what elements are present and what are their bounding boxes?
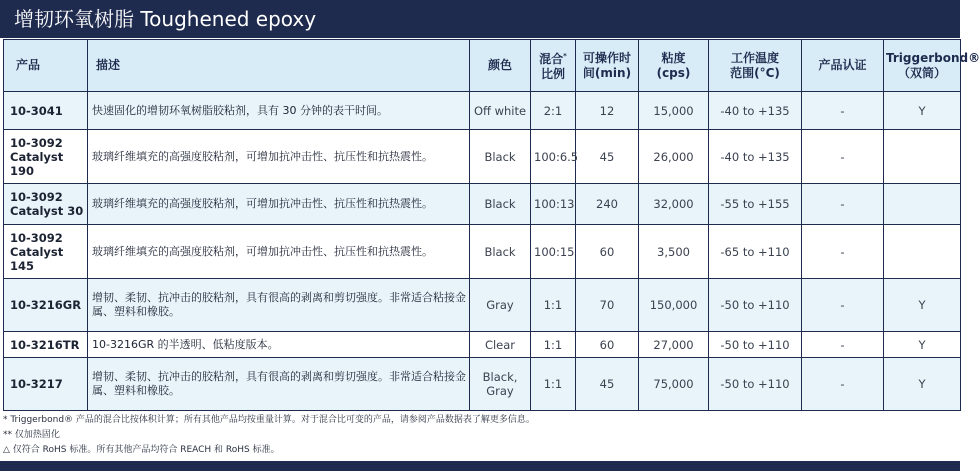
product-temp-range: -55 to +155 bbox=[709, 184, 802, 225]
product-certification: - bbox=[802, 130, 884, 184]
product-color: Black bbox=[470, 184, 531, 225]
product-description: 快速固化的增韧环氧树脂胶粘剂，具有 30 分钟的表干时间。 bbox=[88, 92, 470, 130]
product-mix-ratio: 100:6.5 bbox=[531, 130, 576, 184]
header-mix-ratio: 混合* 比例 bbox=[531, 40, 576, 92]
product-description: 玻璃纤维填充的高强度胶粘剂，可增加抗冲击性、抗压性和抗热震性。 bbox=[88, 130, 470, 184]
product-description: 增韧、柔韧、抗冲击的胶粘剂，具有很高的剥离和剪切强度。非常适合粘接金属、塑料和橡胶。 bbox=[88, 358, 470, 411]
header-certification: 产品认证 bbox=[802, 40, 884, 92]
product-triggerbond: Y bbox=[884, 358, 961, 411]
bottom-bar bbox=[0, 461, 960, 471]
header-row bbox=[4, 40, 961, 92]
product-certification: - bbox=[802, 92, 884, 130]
product-mix-ratio: 1:1 bbox=[531, 332, 576, 358]
product-certification: - bbox=[802, 225, 884, 279]
product-viscosity: 3,500 bbox=[639, 225, 709, 279]
product-temp-range: -65 to +110 bbox=[709, 225, 802, 279]
product-description: 增韧、柔韧、抗冲击的胶粘剂，具有很高的剥离和剪切强度。非常适合粘接金属、塑料和橡胶。 bbox=[88, 279, 470, 332]
header-viscosity: 粘度 (cps) bbox=[639, 40, 709, 92]
product-work-time: 60 bbox=[576, 332, 639, 358]
product-mix-ratio: 2:1 bbox=[531, 92, 576, 130]
product-work-time: 45 bbox=[576, 358, 639, 411]
product-triggerbond bbox=[884, 184, 961, 225]
table-row bbox=[4, 279, 961, 332]
product-mix-ratio: 1:1 bbox=[531, 358, 576, 411]
product-triggerbond: Y bbox=[884, 332, 961, 358]
header-description: 描述 bbox=[88, 40, 470, 92]
product-code: 10-3092 Catalyst 30 bbox=[4, 184, 88, 225]
product-triggerbond: Y bbox=[884, 92, 961, 130]
product-certification: - bbox=[802, 184, 884, 225]
footnote: ** 仅加热固化 bbox=[3, 430, 60, 440]
product-viscosity: 27,000 bbox=[639, 332, 709, 358]
table-row bbox=[4, 332, 961, 358]
product-temp-range: -50 to +110 bbox=[709, 279, 802, 332]
footnote: △ 仅符合 RoHS 标准。所有其他产品均符合 REACH 和 RoHS 标准。 bbox=[3, 445, 280, 455]
product-code: 10-3217 bbox=[4, 358, 88, 411]
product-work-time: 12 bbox=[576, 92, 639, 130]
product-description: 玻璃纤维填充的高强度胶粘剂，可增加抗冲击性、抗压性和抗热震性。 bbox=[88, 184, 470, 225]
product-viscosity: 150,000 bbox=[639, 279, 709, 332]
product-temp-range: -40 to +135 bbox=[709, 92, 802, 130]
product-code: 10-3092 Catalyst 190 bbox=[4, 130, 88, 184]
product-certification: - bbox=[802, 358, 884, 411]
product-work-time: 60 bbox=[576, 225, 639, 279]
product-work-time: 240 bbox=[576, 184, 639, 225]
product-code: 10-3216GR bbox=[4, 279, 88, 332]
table-title: 增韧环氧树脂 Toughened epoxy bbox=[0, 0, 960, 38]
product-color: Clear bbox=[470, 332, 531, 358]
product-description: 10-3216GR 的半透明、低粘度版本。 bbox=[88, 332, 470, 358]
footnote: * Triggerbond® 产品的混合比按体积计算；所有其他产品均按重量计算。对于混合比可变的产品，请参阅产品数据表了解更多信息。 bbox=[3, 415, 535, 425]
table-row bbox=[4, 92, 961, 130]
product-code: 10-3092 Catalyst 145 bbox=[4, 225, 88, 279]
table-row bbox=[4, 184, 961, 225]
footnotes bbox=[3, 413, 535, 458]
header-triggerbond: Triggerbond® （双筒） bbox=[884, 40, 961, 92]
product-color: Black bbox=[470, 130, 531, 184]
product-triggerbond: Y bbox=[884, 279, 961, 332]
product-temp-range: -50 to +110 bbox=[709, 358, 802, 411]
product-viscosity: 15,000 bbox=[639, 92, 709, 130]
product-mix-ratio: 100:15 bbox=[531, 225, 576, 279]
product-temp-range: -50 to +110 bbox=[709, 332, 802, 358]
product-table bbox=[3, 39, 980, 411]
product-viscosity: 32,000 bbox=[639, 184, 709, 225]
product-color: Black bbox=[470, 225, 531, 279]
product-color: Gray bbox=[470, 279, 531, 332]
header-product: 产品 bbox=[4, 40, 88, 92]
product-code: 10-3041 bbox=[4, 92, 88, 130]
product-color: Off white bbox=[470, 92, 531, 130]
product-viscosity: 26,000 bbox=[639, 130, 709, 184]
product-code: 10-3216TR bbox=[4, 332, 88, 358]
product-triggerbond bbox=[884, 130, 961, 184]
product-work-time: 45 bbox=[576, 130, 639, 184]
product-color: Black, Gray bbox=[470, 358, 531, 411]
table-row bbox=[4, 225, 961, 279]
header-temp-range: 工作温度 范围(°C) bbox=[709, 40, 802, 92]
table-row bbox=[4, 130, 961, 184]
product-work-time: 70 bbox=[576, 279, 639, 332]
table-row bbox=[4, 358, 961, 411]
product-temp-range: -40 to +135 bbox=[709, 130, 802, 184]
product-certification: - bbox=[802, 332, 884, 358]
product-mix-ratio: 100:13 bbox=[531, 184, 576, 225]
product-viscosity: 75,000 bbox=[639, 358, 709, 411]
product-triggerbond bbox=[884, 225, 961, 279]
product-certification: - bbox=[802, 279, 884, 332]
header-work-time: 可操作时 间(min) bbox=[576, 40, 639, 92]
product-mix-ratio: 1:1 bbox=[531, 279, 576, 332]
product-description: 玻璃纤维填充的高强度胶粘剂，可增加抗冲击性、抗压性和抗热震性。 bbox=[88, 225, 470, 279]
header-color: 颜色 bbox=[470, 40, 531, 92]
